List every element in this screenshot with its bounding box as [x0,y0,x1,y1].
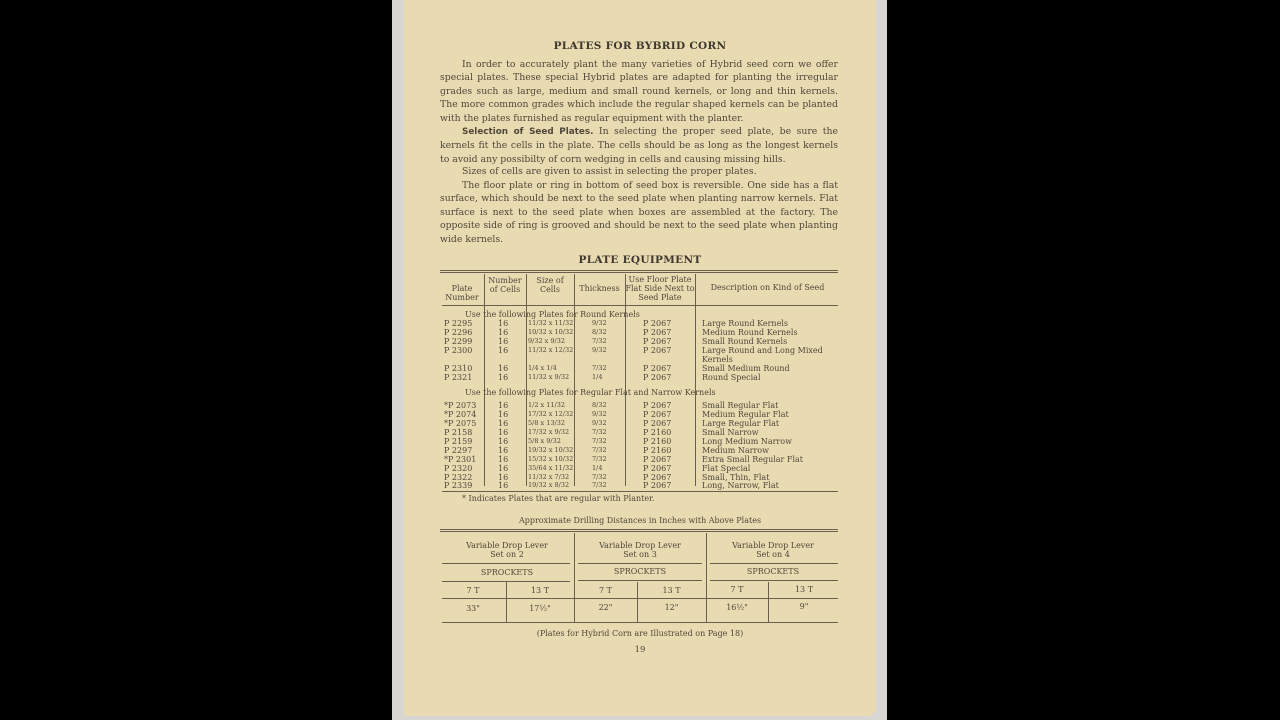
sprockets-label: SPROCKETS [480,568,534,577]
row-rule [442,581,570,582]
description: Flat Special [702,464,751,473]
floor-plate: P 2160 [643,428,672,437]
plate-number: P 2320 [444,464,473,473]
table-row [440,401,840,410]
cell-size: 15/32 x 10/32 [528,455,574,463]
page-title: PLATES FOR BYBRID CORN [553,40,727,52]
cell-size: 11/32 x 9/32 [528,373,570,381]
selection-paragraph [440,125,838,166]
cell-size: 11/32 x 11/32 [528,319,574,327]
plate-number: P 2339 [444,481,473,490]
sprocket-13t: 13 T [530,586,550,595]
floor-plate: P 2067 [643,328,672,337]
lever-label: Variable Drop Lever [732,541,814,550]
row-rule [442,563,570,564]
thickness: 7/32 [592,481,607,489]
floor-plate: P 2067 [643,337,672,346]
sprocket-7t: 7 T [599,586,612,595]
thickness: 9/32 [592,319,607,327]
description: Small Round Kernels [702,337,788,346]
description: Round Special [702,373,761,382]
header-size-of-cells: Size of Cells [536,276,564,294]
cells: 16 [498,481,509,490]
table-row [440,373,840,382]
distance-value: 9" [799,602,809,611]
table-row [440,328,840,337]
thickness: 1/4 [592,373,603,381]
sprocket-7t: 7 T [466,586,480,595]
description: Small Regular Flat [702,401,779,410]
thickness: 9/32 [592,410,607,418]
thickness: 7/32 [592,446,607,454]
row-rule [710,580,838,581]
floor-plate-paragraph [440,179,838,246]
floor-plate: P 2160 [643,446,672,455]
description: Small Medium Round [702,364,790,373]
thickness: 8/32 [592,401,607,409]
page-number: 19 [634,645,646,655]
drill-top-rule [440,529,838,532]
cells: 16 [498,455,509,464]
description: Small Narrow [702,428,759,437]
plate-number: *P 2073 [444,401,477,410]
thickness: 9/32 [592,346,607,354]
row-rule [442,598,838,599]
distance-value: 22" [598,603,613,612]
floor-plate: P 2067 [643,319,672,328]
description: Long Medium Narrow [702,437,792,446]
distance-value: 12" [664,603,679,612]
description: Large Round and Long Mixed Kernels [702,346,823,364]
cell-size: 11/32 x 12/32 [528,346,574,354]
selection-text: In selecting the proper seed plate, be sure the kernels fit the cells in the plate. The cells should be as long as the longest kernels to avoid any possibilty of corn wedging in cells and causing missing hills. [440,126,838,165]
cell-size: 17/32 x 9/32 [528,428,570,436]
description: Extra Small Regular Flat [702,455,804,464]
plate-number: P 2159 [444,437,473,446]
table-row [440,437,840,446]
plate-number: *P 2301 [444,455,477,464]
floor-plate: P 2067 [643,410,672,419]
distance-value: 33" [466,604,480,613]
sprockets-label: SPROCKETS [746,567,800,576]
row-rule [578,563,702,564]
group-label-flat-narrow: Use the following Plates for Regular Flat and Narrow Kernels [465,388,716,397]
sizes-text: Sizes of cells are given to assist in selecting the proper plates. [462,166,757,177]
cell-size: 11/32 x 7/32 [528,473,570,481]
document-page [404,0,876,716]
sprockets-label: SPROCKETS [613,567,667,576]
plate-number: P 2310 [444,364,473,373]
sizes-paragraph [440,165,838,178]
cell-size: 5/8 x 9/32 [528,437,561,445]
plate-number: P 2299 [444,337,473,346]
cells: 16 [498,473,509,482]
cells: 16 [498,364,509,373]
floor-plate: P 2067 [643,481,672,490]
floor-plate: P 2067 [643,364,672,373]
description: Long, Narrow, Flat [702,481,779,490]
floor-plate: P 2067 [643,464,672,473]
thickness: 1/4 [592,464,603,472]
table-row [440,464,840,473]
cells: 16 [498,337,509,346]
header-floor-plate: Use Floor Plate Flat Side Next to Seed Plate [625,275,695,302]
cell-size: 17/32 x 12/32 [528,410,574,418]
drill-bottom-rule [442,622,838,623]
cells: 16 [498,419,509,428]
floor-plate: P 2067 [643,373,672,382]
table-row [440,428,840,437]
cells: 16 [498,328,509,337]
sprocket-7t: 7 T [730,585,744,594]
cell-size: 9/32 x 9/32 [528,337,565,345]
illustration-note: (Plates for Hybrid Corn are Illustrated on Page 18) [536,629,744,638]
table-row [440,455,840,464]
plate-number: P 2297 [444,446,473,455]
selection-heading: Selection of Seed Plates. [462,127,594,137]
floor-plate: P 2067 [643,346,672,355]
table-row [440,337,840,346]
table-row [440,364,840,373]
footnote: * Indicates Plates that are regular with Planter. [462,494,655,503]
cell-size: 19/32 x 8/32 [528,481,570,489]
description: Large Round Kernels [702,319,788,328]
cell-size: 35/64 x 11/32 [528,464,574,472]
cell-size: 19/32 x 10/32 [528,446,574,454]
description: Medium Narrow [702,446,769,455]
cells: 16 [498,437,509,446]
distance-value: 17½" [529,604,551,613]
table-row [440,319,840,328]
header-plate-number: Plate Number [445,284,479,302]
description: Medium Round Kernels [702,328,798,337]
cell-size: 5/8 x 13/32 [528,419,565,427]
drilling-title: Approximate Drilling Distances in Inches with Above Plates [518,516,762,525]
thickness: 7/32 [592,337,607,345]
cells: 16 [498,464,509,473]
table-row [440,481,840,490]
cell-size: 1/2 x 11/32 [528,401,565,409]
floor-plate: P 2067 [643,419,672,428]
header-thickness: Thickness [579,284,620,293]
lever-setting: Set on 4 [756,550,790,559]
cells: 16 [498,446,509,455]
plate-number: P 2295 [444,319,473,328]
table-row [440,446,840,455]
plate-number: P 2296 [444,328,473,337]
plate-number: *P 2074 [444,410,477,419]
plate-number: P 2321 [444,373,473,382]
cells: 16 [498,373,509,382]
distance-value: 16½" [726,603,748,612]
table-top-rule [440,270,838,273]
thickness: 7/32 [592,428,607,436]
cells: 16 [498,410,509,419]
plate-number: P 2158 [444,428,473,437]
description: Small, Thin, Flat [702,473,770,482]
floor-plate: P 2160 [643,437,672,446]
lever-header-4 [706,541,840,559]
thickness: 7/32 [592,364,607,372]
description: Medium Regular Flat [702,410,789,419]
plate-number: *P 2075 [444,419,477,428]
thickness: 7/32 [592,455,607,463]
floor-plate-text: The floor plate or ring in bottom of seed box is reversible. One side has a flat surface, which should be next to the seed plate when planting narrow kernels. Flat surface is next to the seed plate when boxes are assembled at the factory. The opposite side of ring is grooved and should be next to the seed plate when planting wide kernels. [440,180,838,245]
description: Large Regular Flat [702,419,780,428]
header-bottom-rule [442,305,838,306]
row-rule [578,580,702,581]
plate-number: P 2322 [444,473,473,482]
intro-text: In order to accurately plant the many varieties of Hybrid seed corn we offer special plates. These special Hybrid plates are adapted for planting the irregular grades such as large, medium and small round kernels, or long and thin kernels. The more common grades which include the regular shaped kernels can be planted with the plates furnished as regular equipment with the planter. [440,59,838,124]
lever-label: Variable Drop Lever [599,541,681,550]
lever-label: Variable Drop Lever [466,541,548,550]
thickness: 8/32 [592,328,607,336]
cell-size: 1/4 x 1/4 [528,364,557,372]
section-title: PLATE EQUIPMENT [578,254,702,266]
lever-header-3 [574,541,706,559]
floor-plate: P 2067 [643,455,672,464]
group-label-round: Use the following Plates for Round Kernels [465,310,640,319]
thickness: 7/32 [592,437,607,445]
plate-number: P 2300 [444,346,473,355]
table-bottom-rule [442,491,838,492]
cells: 16 [498,428,509,437]
cell-size: 10/32 x 10/32 [528,328,574,336]
header-description: Description on Kind of Seed [710,283,825,292]
sprocket-13t: 13 T [662,586,681,595]
lever-setting: Set on 2 [490,550,524,559]
row-rule [710,563,838,564]
sprocket-13t: 13 T [794,585,814,594]
lever-header-2 [440,541,574,559]
floor-plate: P 2067 [643,401,672,410]
floor-plate: P 2067 [643,473,672,482]
table-row [440,410,840,419]
table-row [440,346,840,364]
lever-setting: Set on 3 [623,550,657,559]
thickness: 9/32 [592,419,607,427]
cells: 16 [498,401,509,410]
header-number-of-cells: Number of Cells [488,276,522,294]
intro-paragraph [440,58,838,125]
cells: 16 [498,346,509,355]
thickness: 7/32 [592,473,607,481]
table-row [440,419,840,428]
cells: 16 [498,319,509,328]
